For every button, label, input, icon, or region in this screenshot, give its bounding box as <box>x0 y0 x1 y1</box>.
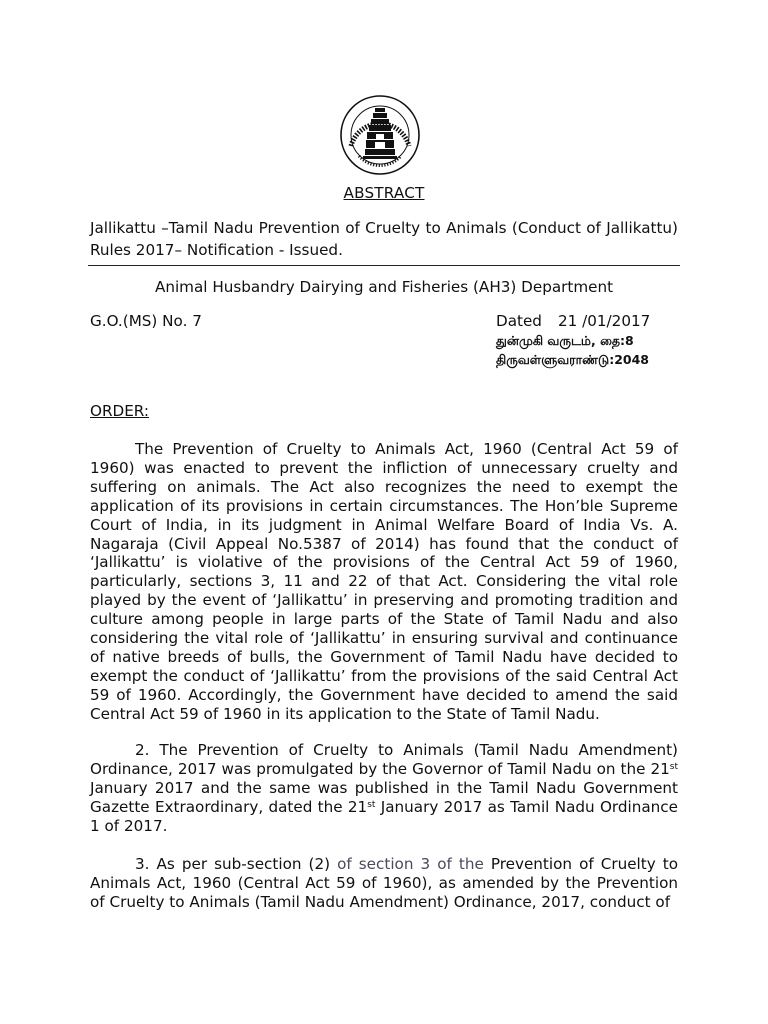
tamil-nadu-emblem-icon <box>339 94 421 176</box>
dated-block <box>496 312 650 330</box>
section-reference: of section 3 of the <box>337 855 484 873</box>
tamil-era-line: திருவள்ளுவராண்டு:2048 <box>496 352 649 367</box>
subject-line: Jallikattu –Tamil Nadu Prevention of Cruelty to Animals (Conduct of Jallikattu) Rules 2017– Notification - Issued. <box>90 219 678 259</box>
department-name: Animal Husbandry Dairying and Fisheries (AH3) Department <box>154 278 614 296</box>
dated-label: Dated <box>496 312 542 330</box>
paragraph-1-text: The Prevention of Cruelty to Animals Act, 1960 (Central Act 59 of 1960) was enacted to prevent the infliction of unnecessary cruelty and suffering on animals. The Act also recognizes the need to exempt the application of its provisions in certain circumstances. The Hon’ble Supreme Court of India, in its judgment in Animal Welfare Board of India Vs. A. Nagaraja (Civil Appeal No.5387 of 2014) has found that the conduct of ‘Jallikattu’ is violative of the provisions of the Central Act 59 of 1960, particularly, sections 3, 11 and 22 of that Act. Considering the vital role played by the event of ‘Jallikattu’ in preserving and promoting tradition and culture among people in large parts of the State of Tamil Nadu and also considering the vital role of ‘Jallikattu’ in ensuring survival and continuance of native breeds of bulls, the Government of Tamil Nadu have decided to exempt the conduct of ‘Jallikattu’ from the provisions of the said Central Act 59 of 1960. Accordingly, the Government have decided to amend the said Central Act 59 of 1960 in its application to the State of Tamil Nadu. <box>90 440 678 723</box>
go-number: G.O.(MS) No. 7 <box>90 312 202 330</box>
paragraph-2-text-b: January 2017 and the same was published in the Tamil Nadu Government Gazette Extraordinary, dated the 21 <box>90 778 678 816</box>
paragraph-2-text-a: 2. The Prevention of Cruelty to Animals (Tamil Nadu Amendment) Ordinance, 2017 was promulgated by the Governor of Tamil Nadu on the 21 <box>90 741 678 778</box>
order-paragraph-3 <box>90 855 678 912</box>
dated-value: 21 /01/2017 <box>557 312 651 330</box>
paragraph-2-text-c: January 2017 as Tamil Nadu Ordinance 1 of 2017. <box>90 797 678 835</box>
ordinal-suffix: st <box>367 799 376 810</box>
tamil-year-line: துன்முகி வருடம், தை:8 <box>496 333 634 348</box>
order-heading: ORDER: <box>90 402 149 420</box>
ordinal-suffix: st <box>669 761 678 772</box>
paragraph-3-text-b: Prevention of Cruelty to Animals Act, 1960 (Central Act 59 of 1960), as amended by the Prevention of Cruelty to Animals (Tamil Nadu Amendment) Ordinance, 2017, conduct of <box>90 855 679 911</box>
order-paragraph-2 <box>90 741 678 836</box>
paragraph-3-text-a: 3. As per sub-section (2) <box>135 855 338 873</box>
abstract-heading: ABSTRACT <box>343 184 425 202</box>
order-paragraph-1 <box>90 440 678 724</box>
divider <box>88 265 680 266</box>
